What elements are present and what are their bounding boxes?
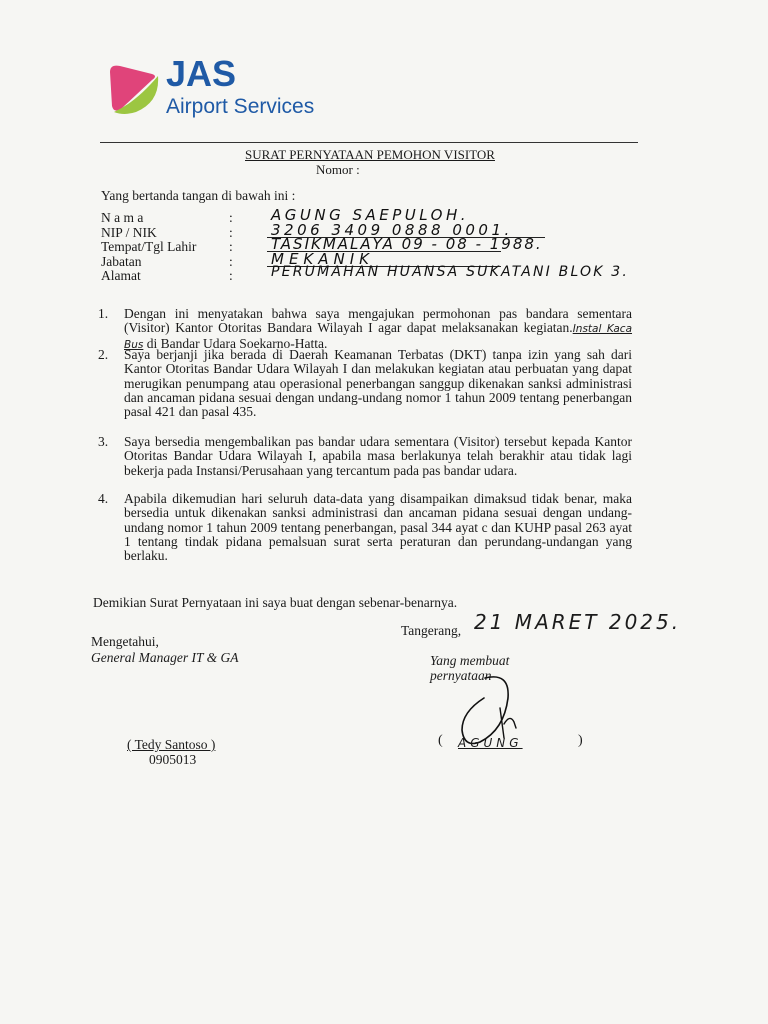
handwritten-activity: Instal Kaca Bus	[124, 323, 633, 351]
field-label: N a m a	[101, 210, 144, 225]
field-colon: :	[229, 224, 233, 240]
item-number: 2.	[98, 347, 109, 362]
header-divider	[100, 142, 638, 143]
item-text-part: Dengan ini menyatakan bahwa saya mengajukan permohonan pas bandara sementara (Visitor) Kantor Otoritas Bandara Wilayah I agar dapat melaksanakan kegiatan.	[124, 306, 632, 336]
right-signatory-name: AGUNG	[458, 736, 523, 750]
field-value-alamat: PERUMAHAN HUANSA SUKATANI BLOK 3.	[271, 264, 630, 281]
paren-open: (	[438, 733, 443, 748]
identity-fields	[101, 206, 741, 284]
intro-text: Yang bertanda tangan di bawah ini :	[101, 188, 296, 203]
signatory-role: General Manager IT & GA	[91, 650, 239, 665]
left-signatory	[91, 634, 239, 666]
left-signatory-name: ( Tedy Santoso )	[127, 737, 216, 752]
item-number: 1.	[98, 306, 109, 321]
paren-close: )	[578, 733, 583, 748]
statement-item-1	[98, 307, 632, 352]
field-row-birth	[101, 235, 741, 255]
field-colon: :	[229, 210, 233, 225]
item-text: Saya berjanji jika berada di Daerah Keamanan Terbatas (DKT) tanpa izin yang sah dari Kantor Otoritas Bandar Udara Wilayah I dan melakukan kegiatan atau perbuatan yang dapat merugikan penumpang atau operasional penerbangan sanggup dikenakan sanksi administrasi dan ancaman pidana sesuai dengan undang-undang nomor 1 tahun 2009 tentang penerbangan pasal 421 dan pasal 435.	[124, 347, 632, 420]
statement-item-4	[98, 492, 632, 563]
field-label: Tempat/Tgl Lahir	[101, 239, 197, 255]
left-signatory-id: 0905013	[149, 752, 197, 767]
field-colon: :	[229, 268, 233, 284]
item-text: Apabila dikemudian hari seluruh data-data yang disampaikan dimaksud tidak benar, maka bersedia untuk dikenakan sanksi administrasi dan ancaman pidana sesuai dengan undang-undang nomor 1 tahun 2009 tentang penerbangan, pasal 344 ayat c dan KUHP pasal 263 ayat 1 tentang tindak pidana pemalsuan surat serta peraturan dan perundang-undangan yang berlaku.	[124, 491, 632, 564]
item-text	[124, 307, 632, 352]
field-colon: :	[229, 253, 233, 269]
document-number: Nomor :	[316, 162, 360, 177]
field-label: Alamat	[101, 268, 141, 284]
document-title: SURAT PERNYATAAN PEMOHON VISITOR	[245, 147, 495, 162]
caption-line: Yang membuat	[430, 653, 510, 668]
item-number: 4.	[98, 491, 109, 506]
field-colon: :	[229, 239, 233, 255]
field-value-nama: AGUNG SAEPULOH.	[271, 206, 470, 224]
field-row-alamat	[101, 264, 741, 284]
field-value-nik: 3206 3409 0888 0001.	[271, 220, 513, 239]
logo-subtitle: Airport Services	[166, 95, 315, 118]
statement-item-2	[98, 348, 632, 419]
item-number: 3.	[98, 434, 109, 449]
item-text: Saya bersedia mengembalikan pas bandar udara sementara (Visitor) tersebut kepada Kantor Otoritas Bandar Udara Wilayah I, apabila masa berlakunya telah berakhir atau tidak lagi bekerja pada Instansi/Perusahaan yang tercantum pada pas bandar udara.	[124, 434, 632, 478]
statement-item-3	[98, 435, 632, 478]
field-label: NIP / NIK	[101, 224, 157, 240]
field-value-birth: TASIKMALAYA 09 - 08 - 1988.	[271, 235, 543, 254]
acknowledge-label: Mengetahui,	[91, 634, 159, 649]
logo-brand: JAS	[166, 53, 237, 94]
jas-logo-icon	[106, 62, 160, 116]
closing-statement: Demikian Surat Pernyataan ini saya buat dengan sebenar-benarnya.	[93, 595, 458, 610]
field-label: Jabatan	[101, 253, 142, 269]
field-value-jabatan: MEKANIK	[271, 249, 374, 268]
handwritten-date: 21 MARET 2025.	[474, 610, 682, 634]
place-label: Tangerang,	[401, 623, 462, 638]
caption-line: pernyataan	[430, 668, 492, 683]
item-text-part: di Bandar Udara Soekarno-Hatta.	[146, 335, 328, 351]
